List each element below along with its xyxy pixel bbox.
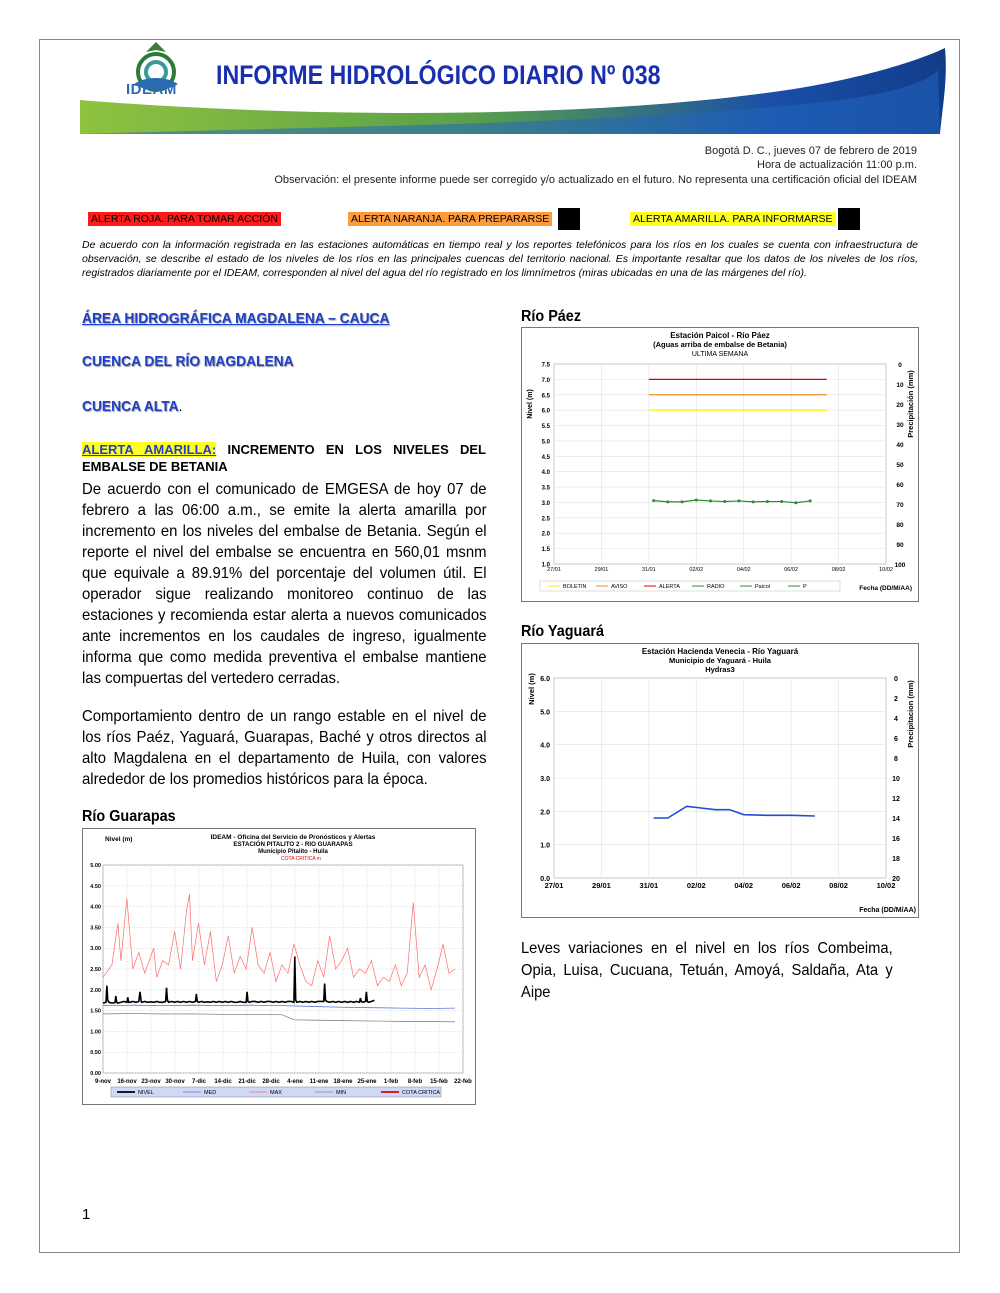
data-point <box>652 499 655 502</box>
alert-orange-label: ALERTA NARANJA. PARA PREPARARSE <box>348 212 552 226</box>
x-tick-label: 7-dic <box>191 1079 207 1085</box>
y-tick-label: 7.5 <box>541 362 550 369</box>
legend-label: AVISO <box>611 584 628 590</box>
y2-tick-label: 4 <box>894 716 898 723</box>
legend-label: MED <box>204 1090 217 1096</box>
x-tick-label: 8-feb <box>407 1079 423 1085</box>
y2-tick-label: 100 <box>894 562 906 569</box>
y-axis-label: Nivel (m) <box>527 673 536 705</box>
y-tick-label: 4.5 <box>541 454 550 461</box>
alert-body-paragraph: De acuerdo con el comunicado de EMGESA de hoy 07 de febrero a las 06:00 a.m., se emite la alerta amarilla por incremento en los niveles del embalse de Betania. Según el reporte el nivel del embalse se encuentra en 560,01 msnm que equivale a 89.91% del porcentaje del volumen útil. El operador sigue realizando monitoreo continuo de las estaciones y recomienda estar alerta a nuevos comunicados ante incrementos en los caudales de ingreso, igualmente informa que como medida preventiva el embalse mantiene las compuertas del vertedero cerradas. <box>82 481 487 687</box>
x-tick-label: 11-ene <box>309 1079 329 1085</box>
x-tick-label: 29/01 <box>592 881 611 890</box>
y2-tick-label: 40 <box>896 442 904 449</box>
y-tick-label: 1.50 <box>90 1008 101 1015</box>
cuenca-heading: CUENCA DEL RÍO MAGDALENA <box>82 353 294 370</box>
cuenca-alta-text: CUENCA ALTA <box>82 398 179 415</box>
y-tick-label: 6.0 <box>540 676 550 683</box>
legend-label: MIN <box>336 1090 347 1096</box>
y2-axis-label: Precipitación (mm) <box>906 370 915 438</box>
y-tick-label: 2.00 <box>90 987 101 994</box>
area-heading: ÁREA HIDROGRÁFICA MAGDALENA – CAUCA <box>82 310 390 327</box>
x-tick-label: 1-feb <box>383 1079 399 1085</box>
legend-label: MAX <box>270 1090 282 1096</box>
data-point <box>809 499 812 502</box>
chart-subtitle-2: ULTIMA SEMANA <box>691 351 749 358</box>
x-tick-label: 28-dic <box>262 1079 280 1085</box>
x-tick-label: 02/02 <box>689 567 704 573</box>
x-axis-label: Fecha (DD/M/AA) <box>859 907 916 914</box>
x-tick-label: 06/02 <box>781 881 801 890</box>
logo-text: IDEAM <box>126 81 177 98</box>
update-line: Hora de actualización 11:00 p.m. <box>757 159 917 171</box>
alert-amarilla-label: ALERTA AMARILLA: <box>82 442 217 457</box>
y2-tick-label: 70 <box>896 502 904 509</box>
chart-subtitle-2: Hydras3 <box>705 665 735 674</box>
y2-tick-label: 30 <box>896 422 904 429</box>
chart-guarapas <box>82 828 476 1105</box>
behavior-paragraph: Comportamiento dentro de un rango estable en el nivel de los ríos Paéz, Yaguará, Guarapas, Baché y otros directos al alto Magdalena en el departamento de Huila, con valores alrededor de los promedios históricos para la época. <box>82 708 487 788</box>
y-tick-label: 5.0 <box>540 709 550 717</box>
river-title-paez: Río Páez <box>521 308 582 325</box>
river-title-yaguara: Río Yaguará <box>521 623 604 640</box>
chart-subtitle: (Aguas arriba de embalse de Betania) <box>653 340 787 349</box>
x-tick-label: 02/02 <box>686 881 706 890</box>
y-tick-label: 3.5 <box>541 485 550 492</box>
x-tick-label: 18-ene <box>333 1079 353 1085</box>
x-tick-label: 23-nov <box>141 1079 161 1085</box>
y2-tick-label: 0 <box>894 676 898 683</box>
alert-title-text: INCREMENTO EN LOS NIVELES DEL EMBALSE DE BETANIA <box>82 442 486 474</box>
legend-label: COTA CRITICA <box>402 1090 441 1096</box>
chart-subtitle: Municipio de Yaguará - Huila <box>669 656 771 665</box>
alert-paragraph-title <box>82 441 486 475</box>
y-axis-label: Nivel (m) <box>527 389 534 419</box>
data-point <box>695 499 698 502</box>
river-title-guarapas: Río Guarapas <box>82 808 176 825</box>
variations-paragraph: Leves variaciones en el nivel en los ríos Combeima, Opia, Luisa, Cucuana, Tetuán, Amoyá, Saldaña, Ata y Aipe <box>521 940 893 1001</box>
report-title: INFORME HIDROLÓGICO DIARIO Nº 038 <box>216 60 661 90</box>
legend-label: NIVEL <box>138 1090 154 1096</box>
chart-title: Estación Paicol - Río Páez <box>670 331 770 340</box>
y2-tick-label: 90 <box>896 542 904 549</box>
y-tick-label: 4.50 <box>90 883 101 890</box>
y-tick-label: 4.00 <box>90 904 101 911</box>
chart-yaguara <box>521 643 919 918</box>
x-tick-label: 21-dic <box>238 1079 256 1085</box>
y-tick-label: 3.00 <box>90 946 101 953</box>
x-tick-label: 14-dic <box>214 1079 232 1085</box>
y-tick-label: 6.5 <box>541 393 550 400</box>
data-point <box>794 501 797 504</box>
y2-tick-label: 16 <box>892 836 900 843</box>
chart-paez-svg <box>522 328 918 601</box>
y-tick-label: 5.0 <box>541 439 550 446</box>
chart-subtitle-2: Municipio Pitalito - Huila <box>258 849 328 855</box>
y2-tick-label: 10 <box>892 776 900 783</box>
y2-tick-label: 60 <box>896 482 904 489</box>
y-tick-label: 3.0 <box>541 500 550 507</box>
y-tick-label: 0.00 <box>90 1071 101 1077</box>
y-tick-label: 3.0 <box>540 776 550 783</box>
y-axis-label: Nivel (m) <box>105 836 133 843</box>
y-tick-label: 6.0 <box>541 408 550 415</box>
y2-tick-label: 18 <box>892 856 900 863</box>
y-tick-label: 2.50 <box>90 967 101 973</box>
y-tick-label: 5.5 <box>541 424 550 431</box>
x-tick-label: 4-ene <box>287 1079 303 1085</box>
x-tick-label: 06/02 <box>784 567 799 573</box>
page-number: 1 <box>82 1206 91 1223</box>
x-tick-label: 16-nov <box>117 1079 137 1085</box>
y-tick-label: 1.00 <box>90 1029 101 1036</box>
legend-label: BOLETIN <box>563 584 587 590</box>
legend-label: Paicol <box>755 584 770 590</box>
x-tick-label: 08/02 <box>829 881 848 890</box>
x-tick-label: 04/02 <box>734 881 754 890</box>
chart-paez <box>521 327 919 602</box>
y2-tick-label: 20 <box>892 876 900 883</box>
y-tick-label: 4.0 <box>541 470 550 477</box>
chart-title: Estación Hacienda Venecia - Río Yaguará <box>641 647 799 656</box>
y2-tick-label: 20 <box>896 402 904 409</box>
data-point <box>681 500 684 503</box>
y2-tick-label: 6 <box>894 736 898 743</box>
x-tick-label: 30-nov <box>165 1079 185 1085</box>
y-tick-label: 7.0 <box>541 377 550 384</box>
x-tick-label: 27/01 <box>547 567 561 573</box>
x-tick-label: 15-feb <box>430 1079 448 1085</box>
x-tick-label: 04/02 <box>736 567 751 573</box>
y2-tick-label: 80 <box>896 522 904 529</box>
plot-area <box>554 364 886 564</box>
y-tick-label: 0.0 <box>540 876 550 883</box>
data-point <box>780 500 783 503</box>
y-tick-label: 4.0 <box>540 742 550 750</box>
y2-tick-label: 8 <box>894 756 898 763</box>
data-point <box>723 500 726 503</box>
intro-paragraph: De acuerdo con la información registrada en las estaciones automáticas en tiempo real y los reportes telefónicos para los ríos en los cuales se cuenta con infraestructura de observación, se describe el estado de los niveles de los ríos en las principales cuencas del territorio nacional. Es importante resaltar que los datos de los niveles de los ríos, registrados diariamente por el IDEAM, corresponden al nivel del agua del río registrado en los limnímetros (miras ubicadas en una de las márgenes del río). <box>82 239 918 279</box>
legend-label: P <box>803 584 807 590</box>
alert-orange-swatch <box>558 208 580 230</box>
data-point <box>709 499 712 502</box>
x-tick-label: 31/01 <box>641 567 656 573</box>
legend-label: ALERTA <box>659 584 680 590</box>
x-axis-label: Fecha (DD/M/AA) <box>859 585 912 592</box>
x-tick-label: 10/02 <box>876 881 896 890</box>
chart-yaguara-svg <box>522 644 918 917</box>
data-point <box>737 499 740 502</box>
x-tick-label: 10/02 <box>879 567 893 573</box>
alert-red-label: ALERTA ROJA. PARA TOMAR ACCIÓN <box>88 212 281 226</box>
data-point <box>666 500 669 503</box>
y2-tick-label: 14 <box>892 816 900 823</box>
y-tick-label: 1.0 <box>541 562 550 569</box>
data-point <box>752 500 755 503</box>
y2-tick-label: 0 <box>898 362 902 369</box>
chart-subtitle: ESTACIÓN PITALITO 2 - RIO GUARAPAS <box>233 841 353 848</box>
y-tick-label: 2.0 <box>540 809 550 817</box>
y-tick-label: 2.0 <box>541 531 550 538</box>
y-tick-label: 3.50 <box>90 925 101 932</box>
alert-yellow-swatch <box>838 208 860 230</box>
x-tick-label: 25-ene <box>357 1079 377 1085</box>
cuenca-alta-dot: . <box>178 398 183 415</box>
y2-tick-label: 50 <box>896 462 904 469</box>
y2-axis-label: Precipitacion (mm) <box>906 680 915 748</box>
y-tick-label: 0.50 <box>90 1050 101 1057</box>
x-tick-label: 08/02 <box>831 567 846 573</box>
y-tick-label: 1.0 <box>540 842 550 850</box>
x-tick-label: 29/01 <box>594 567 609 573</box>
y2-tick-label: 10 <box>896 382 904 389</box>
observation-line: Observación: el presente informe puede ser corregido y/o actualizado en el futuro. No representa una certificación oficial del IDEAM <box>274 174 917 186</box>
cuenca-alta-heading <box>82 398 182 415</box>
x-tick-label: 31/01 <box>639 881 659 890</box>
x-tick-label: 9-nov <box>94 1079 112 1085</box>
cota-critica-label: COTA CRITICA m <box>281 856 321 862</box>
legend-label: RADIO <box>707 584 725 590</box>
chart-guarapas-svg <box>83 829 475 1104</box>
x-tick-label: 22-feb <box>454 1079 472 1085</box>
y-tick-label: 2.5 <box>541 516 550 523</box>
y2-tick-label: 2 <box>894 696 898 703</box>
date-line: Bogotá D. C., jueves 07 de febrero de 2019 <box>704 145 917 157</box>
chart-title: IDEAM - Oficina del Servicio de Pronósticos y Alertas <box>210 834 376 841</box>
data-point <box>766 500 769 503</box>
y-tick-label: 1.5 <box>541 547 550 554</box>
y-tick-label: 5.00 <box>90 863 101 869</box>
alert-yellow-label: ALERTA AMARILLA. PARA INFORMARSE <box>630 212 836 226</box>
y2-tick-label: 12 <box>892 796 900 803</box>
x-tick-label: 27/01 <box>544 881 564 890</box>
